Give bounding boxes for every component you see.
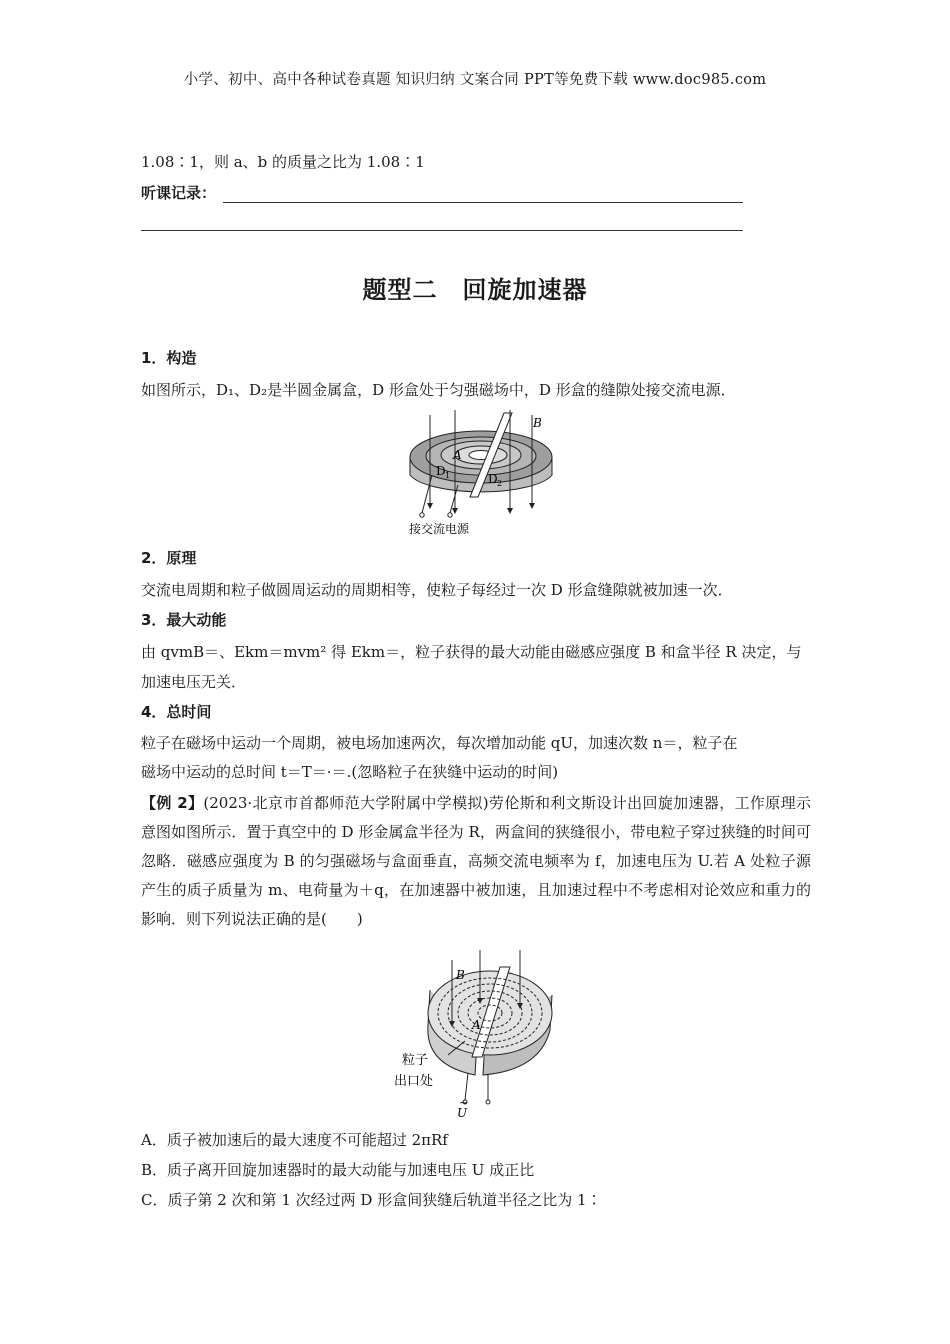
section-title: 题型二 回旋加速器 (362, 276, 588, 304)
s3-line-1: 由 qvmB＝、Ekm＝mvm² 得 Ekm＝，粒子获得的最大动能由磁感应强度 B 和盒半径 R 决定，与 (141, 643, 802, 661)
option-b[interactable]: B．质子离开回旋加速器时的最大动能与加速电压 U 成正比 (141, 1161, 535, 1179)
example-text: (2023·北京市首都师范大学附属中学模拟)劳伦斯和利文斯设计出回旋加速器，工作原理示意图如图所示．置于真空中的 D 形金属盒半径为 R，两盒间的狭缝很小，带电粒子穿过狭缝的时间可忽略．磁感应强度为 B 的匀强磁场与盒面垂直，高频交流电频率为 f，加速电压为 U.若 A 处粒子源产生的质子质量为 m、电荷量为＋q，在加速器中被加速，且加速过程中不考虑相对论效应和重力的影响．则下列说法正确的是( ) (141, 794, 811, 928)
s2-text: 交流电周期和粒子做圆周运动的周期相等，使粒子每经过一次 D 形盒缝隙就被加速一次． (141, 581, 733, 599)
fig1-label-d2-sub: 2 (497, 479, 503, 488)
fig1-label-b: B (533, 416, 542, 430)
s4-heading: 4．总时间 (141, 703, 212, 721)
s3-heading: 3．最大动能 (141, 611, 227, 629)
example-tag: 【例 2】 (141, 794, 204, 812)
s4-line-1: 粒子在磁场中运动一个周期，被电场加速两次，每次增加动能 qU，加速次数 n＝，粒子在 (141, 734, 738, 752)
fig1-label-d1: D (436, 464, 446, 478)
fig1-label-a: A (453, 448, 462, 462)
intro-line: 1.08∶1，则 a、b 的质量之比为 1.08∶1 (141, 153, 425, 171)
option-a[interactable]: A．质子被加速后的最大速度不可能超过 2πRf (141, 1131, 448, 1149)
option-c[interactable]: C．质子第 2 次和第 1 次经过两 D 形盒间狭缝后轨道半径之比为 1∶ (141, 1191, 602, 1209)
notes-label: 听课记录： (141, 184, 217, 202)
fig2-label-b: B (456, 968, 465, 982)
cyclotron-figure-2 (390, 945, 575, 1120)
example-2 (141, 789, 811, 934)
notes-line-1[interactable] (223, 202, 743, 203)
s2-heading: 2．原理 (141, 549, 197, 567)
fig2-label-u: U (457, 1106, 468, 1120)
fig2-label-out1: 粒子 (402, 1053, 429, 1068)
fig1-label-d1-sub: 1 (445, 471, 451, 480)
s4-line-2: 磁场中运动的总时间 t＝T＝·＝.(忽略粒子在狭缝中运动的时间) (141, 763, 559, 781)
notes-line-2[interactable] (141, 230, 743, 231)
page-header: 小学、初中、高中各种试卷真题 知识归纳 文案合同 PPT等免费下载 www.doc985.com (183, 72, 767, 88)
s1-text: 如图所示，D₁、D₂是半圆金属盒，D 形盒处于匀强磁场中，D 形盒的缝隙处接交流电源． (141, 381, 736, 399)
s1-heading: 1．构造 (141, 349, 197, 367)
fig2-label-out2: 出口处 (394, 1074, 434, 1089)
fig1-caption: 接交流电源 (409, 522, 470, 536)
fig2-label-a: A (472, 1018, 481, 1032)
s3-line-2: 加速电压无关． (141, 673, 247, 691)
cyclotron-figure-1 (400, 405, 570, 540)
fig1-label-d2: D (488, 472, 498, 486)
fig2-label-u-tilde: ~ (459, 1096, 469, 1109)
